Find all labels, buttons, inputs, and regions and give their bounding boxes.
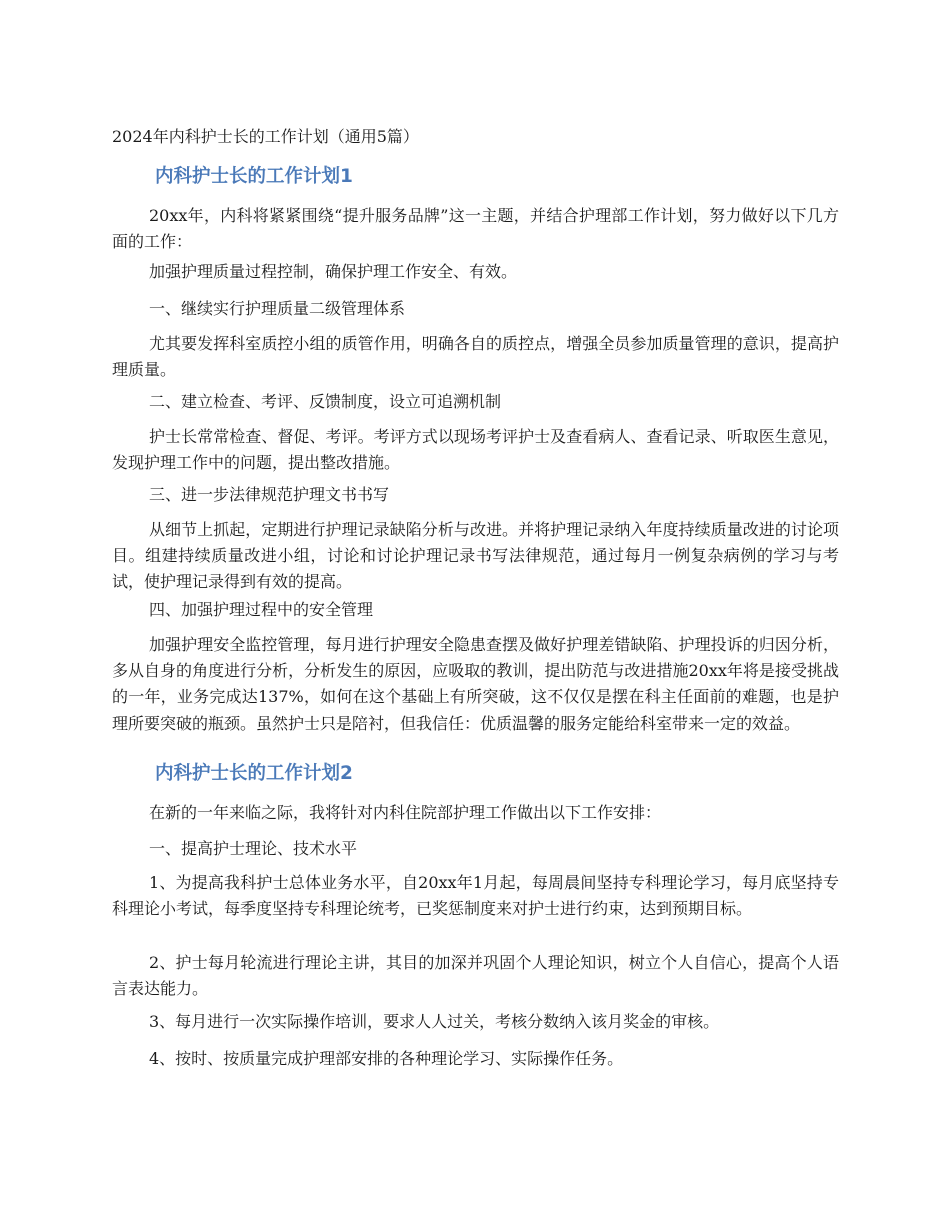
paragraph: 三、进一步法律规范护理文书书写 [149, 485, 390, 504]
paragraph: 2、护士每月轮流进行理论主讲，其目的加深并巩固个人理论知识，树立个人自信心，提高个人语言表达能力。 [112, 953, 839, 999]
paragraph: 加强护理质量过程控制，确保护理工作安全、有效。 [149, 262, 518, 281]
paragraph: 一、继续实行护理质量二级管理体系 [149, 299, 406, 318]
paragraph: 护士长常常检查、督促、考评。考评方式以现场考评护士及查看病人、查看记录、听取医生意见，发现护理工作中的问题，提出整改措施。 [112, 427, 839, 473]
paragraph: 加强护理安全监控管理，每月进行护理安全隐患查摆及做好护理差错缺陷、护理投诉的归因分析，多从自身的角度进行分析，分析发生的原因，应吸取的教训，提出防范与改进措施20xx年将是接受挑战的一年，业务完成达137%，如何在这个基础上有所突破，这不仅仅是摆在科主任面前的难题，也是护理所要突破的瓶颈。虽然护士只是陪衬，但我信任：优质温馨的服务定能给科室带来一定的效益。 [112, 635, 839, 733]
paragraph: 二、建立检查、考评、反馈制度，设立可追溯机制 [149, 392, 502, 411]
paragraph: 四、加强护理过程中的安全管理 [149, 600, 374, 619]
paragraph: 从细节上抓起，定期进行护理记录缺陷分析与改进。并将护理记录纳入年度持续质量改进的讨论项目。组建持续质量改进小组，讨论和讨论护理记录书写法律规范，通过每月一例复杂病例的学习与考试，使护理记录得到有效的提高。 [112, 520, 839, 592]
paragraph: 3、每月进行一次实际操作培训，要求人人过关，考核分数纳入该月奖金的审核。 [149, 1012, 720, 1031]
paragraph: 尤其要发挥科室质控小组的质管作用，明确各自的质控点，增强全员参加质量管理的意识，提高护理质量。 [112, 334, 839, 380]
section-heading: 内科护士长的工作计划2 [155, 763, 353, 784]
document-title: 2024年内科护士长的工作计划（通用5篇） [112, 127, 419, 146]
paragraph: 20xx年，内科将紧紧围绕“提升服务品牌”这一主题，并结合护理部工作计划，努力做好以下几方面的工作： [112, 206, 839, 252]
paragraph: 一、提高护士理论、技术水平 [149, 839, 358, 858]
paragraph: 在新的一年来临之际，我将针对内科住院部护理工作做出以下工作安排： [149, 803, 662, 822]
paragraph: 4、按时、按质量完成护理部安排的各种理论学习、实际操作任务。 [149, 1049, 624, 1068]
section-heading: 内科护士长的工作计划1 [155, 166, 353, 187]
paragraph: 1、为提高我科护士总体业务水平，自20xx年1月起，每周晨间坚持专科理论学习，每月底坚持专科理论小考试，每季度坚持专科理论统考，已奖惩制度来对护士进行约束，达到预期目标。 [112, 873, 839, 919]
